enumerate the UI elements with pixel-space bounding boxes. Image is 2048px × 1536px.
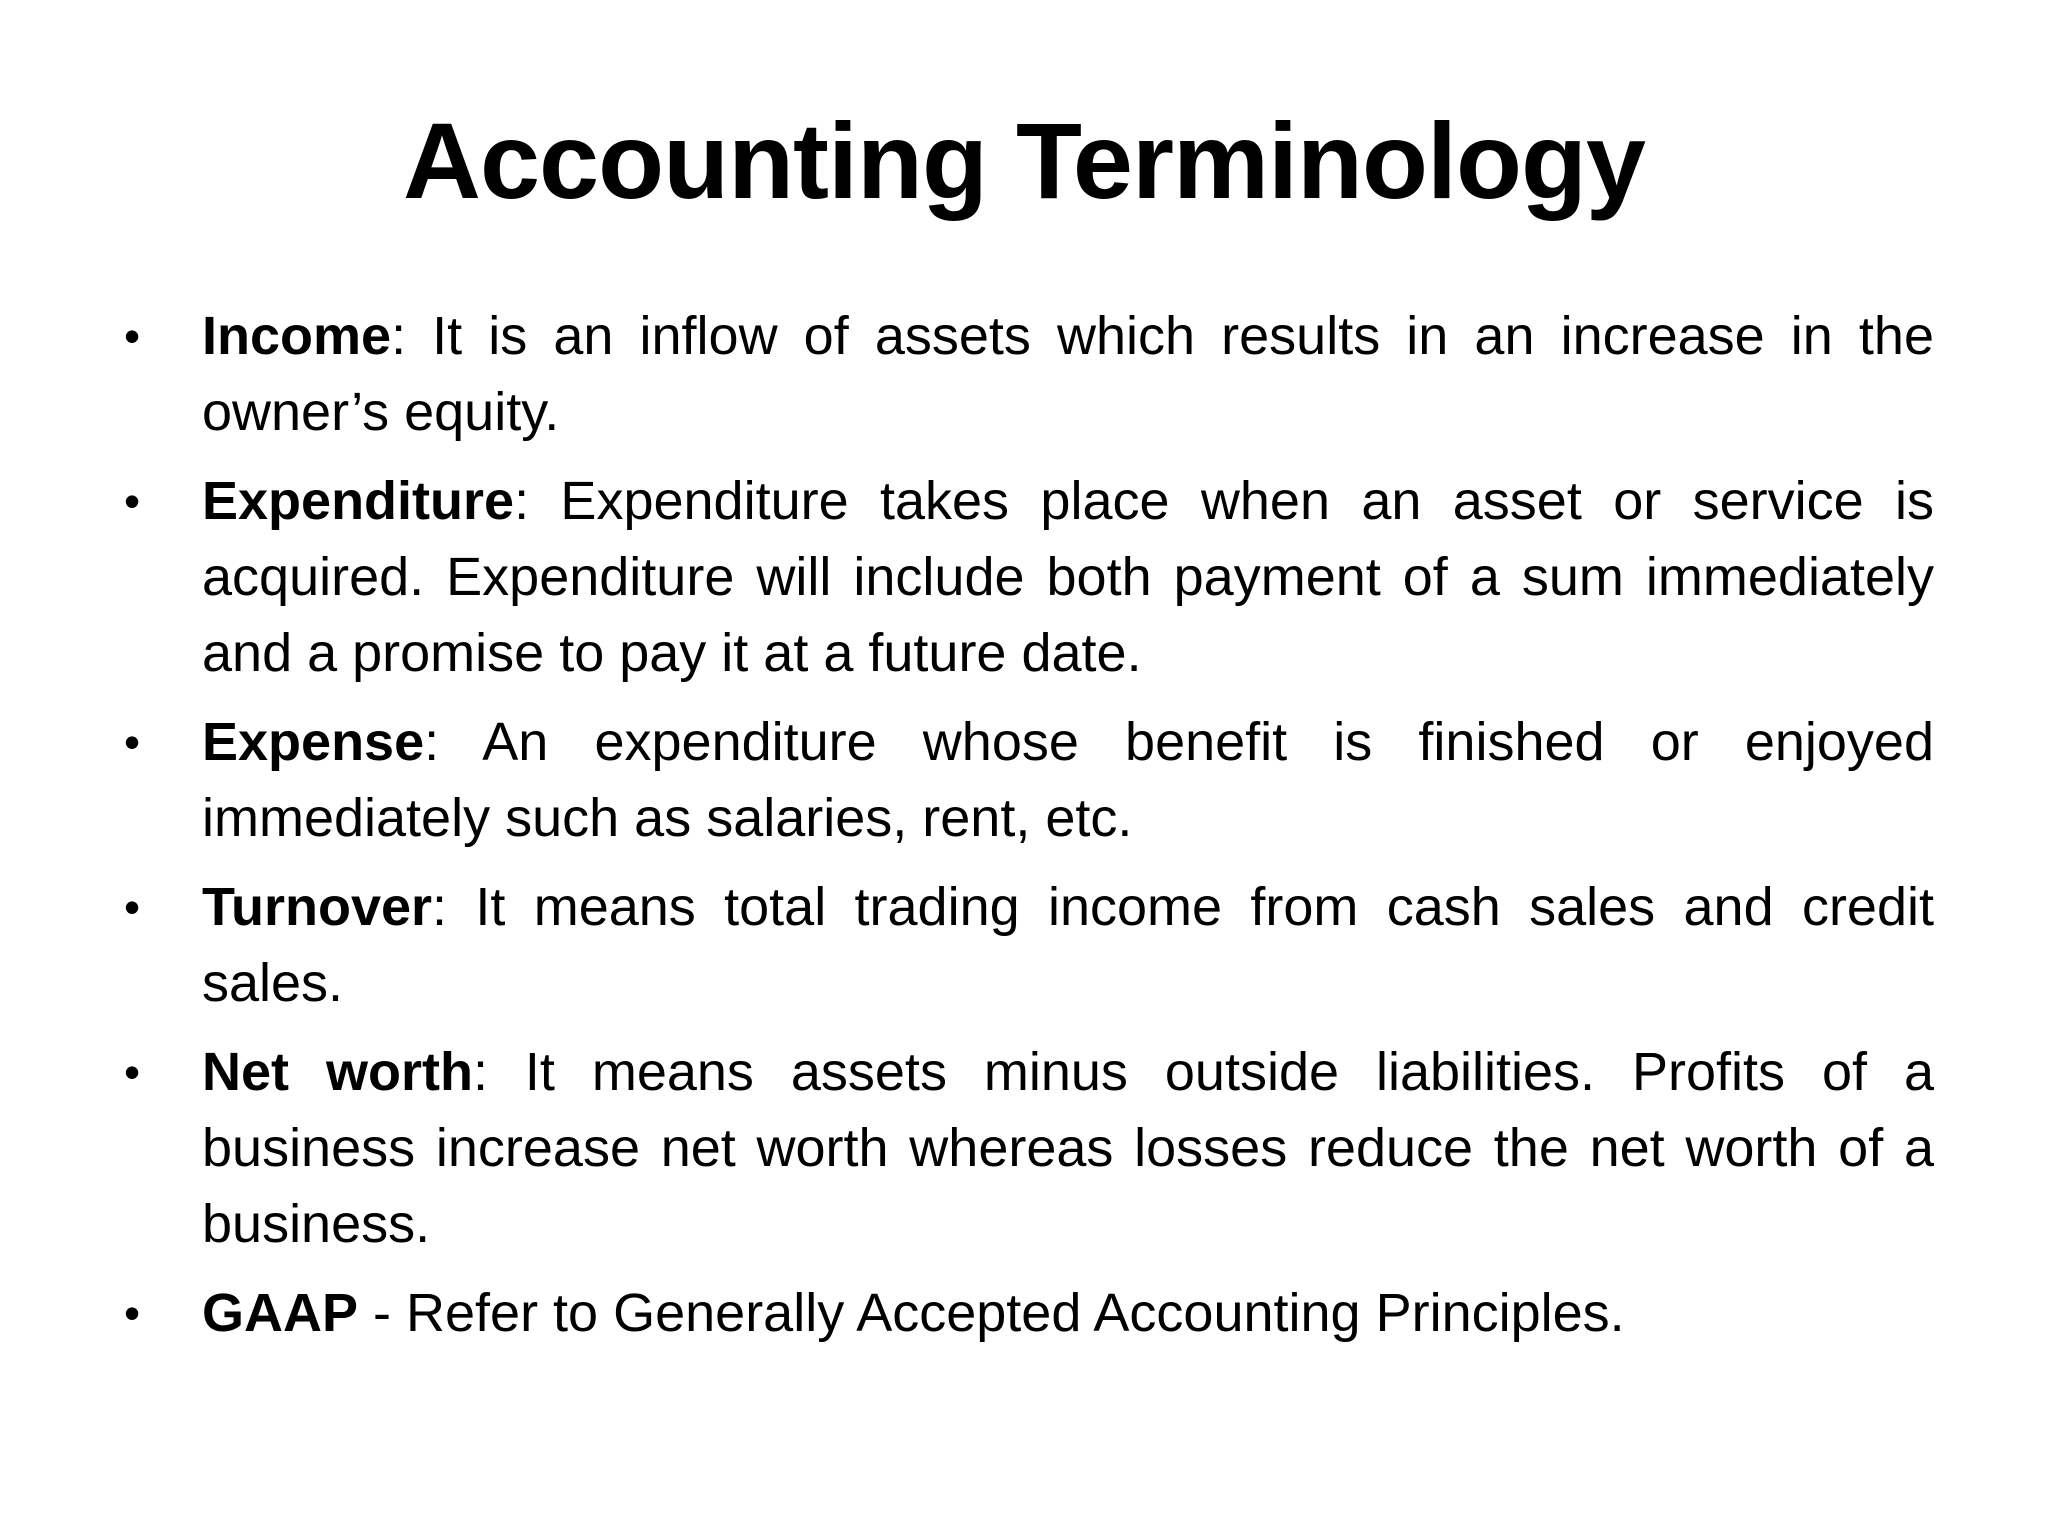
bullet-item-expenditure (122, 463, 1934, 691)
term-definition: : It means total trading income from cash sales and credit sales. (202, 877, 1934, 1013)
bullet-dot-icon: • (124, 881, 141, 933)
term-label: Income (202, 306, 392, 366)
term-label: Net worth (202, 1042, 473, 1102)
bullet-item-turnover (122, 869, 1934, 1021)
term-label: Expense (202, 712, 425, 772)
bullet-item-net-worth (122, 1034, 1934, 1262)
bullet-item-income (122, 298, 1934, 450)
term-definition: - Refer to Generally Accepted Accounting Principles. (358, 1283, 1625, 1343)
term-label: Turnover (202, 877, 433, 937)
term-definition: : Expenditure takes place when an asset or service is acquired. Expenditure will include both payment of a sum immediately and a promise to pay it at a future date. (202, 471, 1934, 683)
bullet-dot-icon: • (124, 1046, 141, 1098)
term-definition: : It means assets minus outside liabilities. Profits of a business increase net worth whereas losses reduce the net worth of a business. (202, 1042, 1934, 1254)
term-definition: : It is an inflow of assets which results in an increase in the owner’s equity. (202, 306, 1934, 442)
bullet-dot-icon: • (124, 716, 141, 768)
bullet-item-expense (122, 704, 1934, 856)
bullet-dot-icon: • (124, 310, 141, 362)
term-label: GAAP (202, 1283, 359, 1343)
slide-title: Accounting Terminology (403, 100, 1645, 221)
bullet-dot-icon: • (124, 1287, 141, 1339)
bullet-dot-icon: • (124, 475, 141, 527)
term-label: Expenditure (202, 471, 515, 531)
bullet-item-gaap (122, 1275, 1934, 1351)
term-definition: : An expenditure whose benefit is finished or enjoyed immediately such as salaries, rent, etc. (202, 712, 1934, 848)
bullet-list (122, 298, 1934, 1364)
